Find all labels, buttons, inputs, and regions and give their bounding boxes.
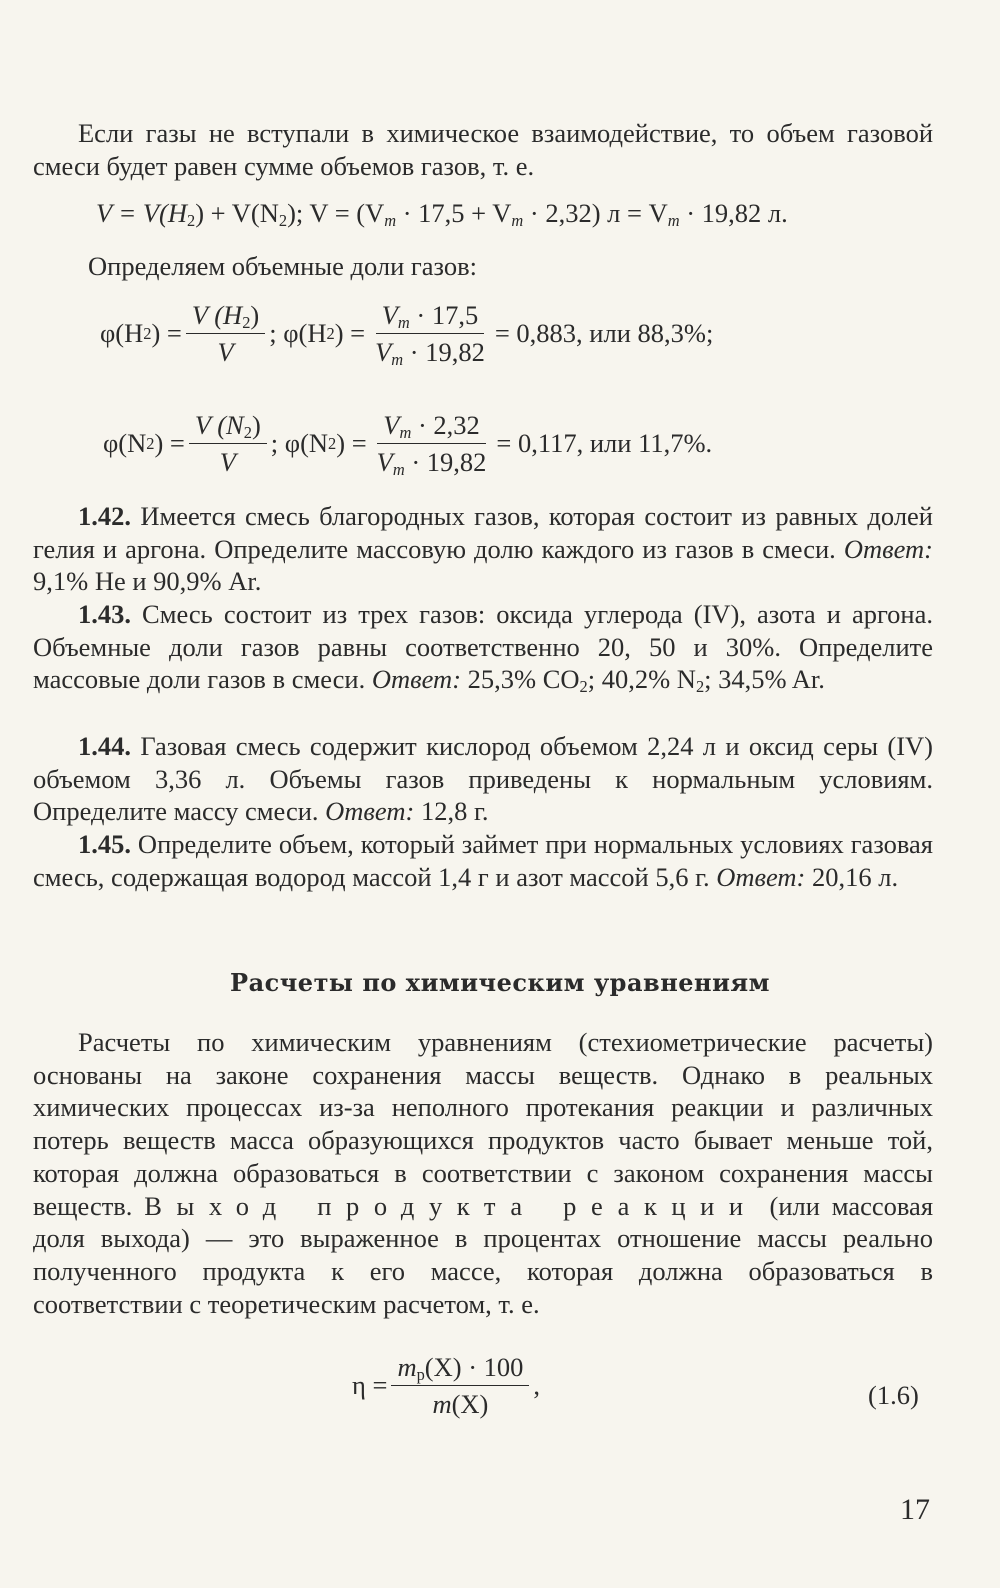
problem-1-45: 1.45. Определите объем, который займет при нормальных условиях газовая смесь, содержащая водород массой 1,4 г и азот массой 5,6 г. Ответ: 20,16 л. [33,829,933,892]
yield-fraction: $\frac{m_p(X) \cdot 100}{m(X)}$ [391,1352,529,1419]
section-heading: Расчеты по химическим уравнениям [230,968,770,997]
phi-h2-formula: φ(H 2 ) = $\frac{V (H_2)}{V}$ ; φ(H 2 ) = $\frac{V_m \cdot 17,5}{V_m \cdot 19,82}$ = 0,883, или 88,3%; [100,300,714,370]
intro-paragraph [33,117,933,182]
fraction-vn2-over-v: $\frac{V (N_2)}{V}$ [189,410,267,477]
problem-1-43: 1.43. Смесь состоит из трех газов: оксида углерода (IV), азота и аргона. Объемные доли газов равны соответственно 20, 50 и 30%. Определите массовые доли газов в смеси. Ответ: 25,3% $CO_2$; 40,2% $N_2$; 34,5% Ar. [33,599,933,697]
intro-text: Если газы не вступали в химическое взаимодействие, то объем газовой смеси будет равен сумме объемов газов, т. е. [33,118,933,181]
total-volume-equation: $V = V(H_2) + V(N_2)$; $V = (V_m \cdot 17,5 + V_m \cdot 2,32) л = V_m \cdot 19,82$ л. [96,198,788,231]
page-number: 17 [900,1493,930,1526]
fraction-h2-values: $\frac{V_m \cdot 17,5}{V_m \cdot 19,82}$ [375,300,485,370]
phi-n2-formula: φ(N 2 ) = $\frac{V (N_2)}{V}$ ; φ(N 2 ) = $\frac{V_m \cdot 2,32}{V_m \cdot 19,82}$ = 0,117, или 11,7%. [103,410,713,480]
fraction-vh2-over-v: $\frac{V (H_2)}{V}$ [186,300,265,367]
problem-1-42: 1.42. Имеется смесь благородных газов, которая состоит из равных долей гелия и аргона. Определите массовую долю каждого из газов в смеси. Ответ: 9,1% He и 90,9% Ar. [33,501,933,597]
fraction-n2-values: $\frac{V_m \cdot 2,32}{V_m \cdot 19,82}$ [376,410,487,480]
yield-formula: η = $\frac{m_p(X) \cdot 100}{m(X)}$ , [352,1352,541,1419]
equation-number: (1.6) [868,1380,919,1410]
problem-1-44: 1.44. Газовая смесь содержит кислород объемом 2,24 л и оксид серы (IV) объемом 3,36 л. Объемы газов приведены к нормальным условиям. Определите массу смеси. Ответ: 12,8 г. [33,731,933,827]
yield-term: Выход продукта реакции [144,1190,758,1221]
volume-fractions-intro: Определяем объемные доли газов: [88,251,477,281]
section-paragraph: Расчеты по химическим уравнениям (стехиометрические расчеты) основаны на законе сохранения массы веществ. Однако в реальных химических процессах из-за неполного протекания реакции и различных потерь веществ масса образующихся продуктов часто бывает меньше той, которая должна образоваться в соответствии с законом сохранения массы веществ. Выход продукта реакции (или массовая доля выхода) — это выраженное в процентах отношение массы реально полученного продукта к его массе, которая должна образоваться в соответствии с теоретическим расчетом, т. е. [33,1027,934,1319]
